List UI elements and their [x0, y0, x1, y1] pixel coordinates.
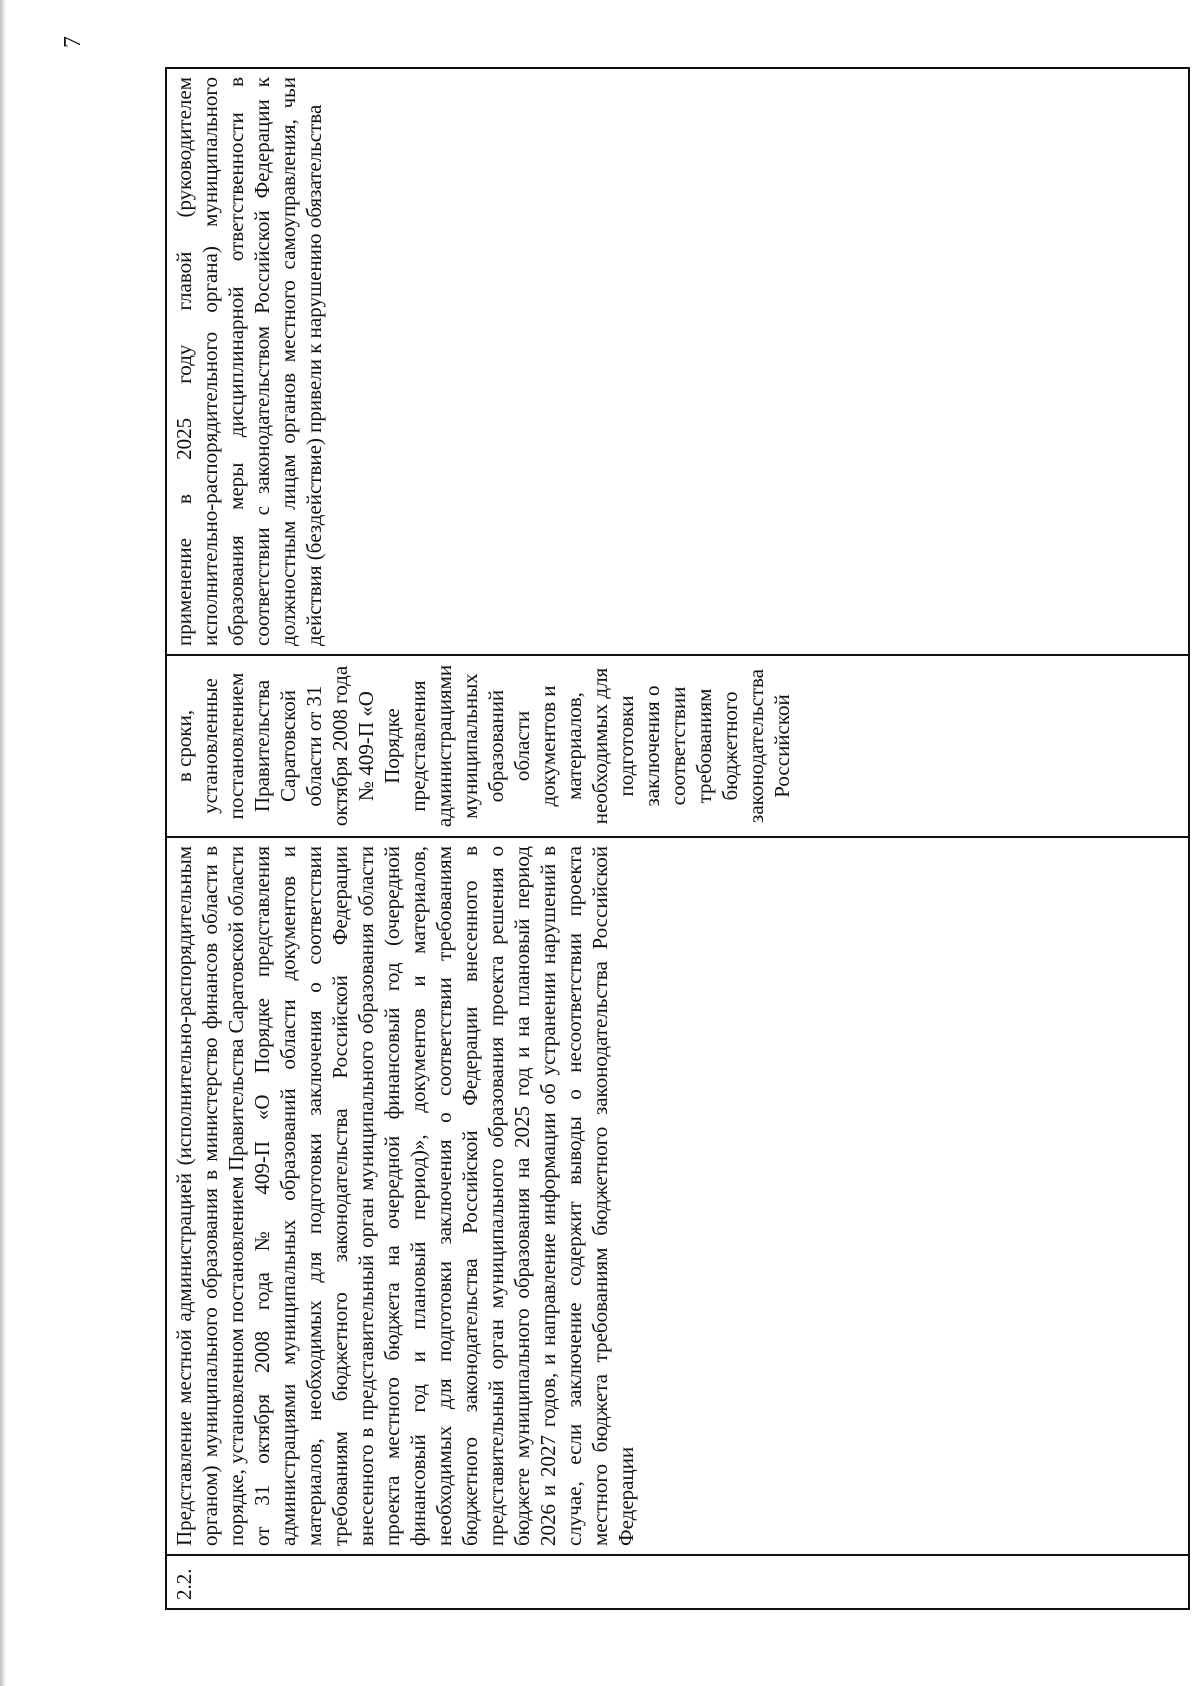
row-number: 2.2. [166, 1555, 1189, 1609]
row-description [166, 837, 1189, 1555]
row-consequence [166, 68, 1189, 655]
scan-edge [0, 0, 6, 1686]
description-text: Представление местной администрацией (исполнительно-распорядительным органом) муниципального образования в министерство финансов области в порядке, установленном постановлением Правительства Саратовской области от 31 октября 2008 года № 409-П «О Порядке представления администрациями муниципальных образований области документов и материалов, необходимых для подготовки заключения о соответствии требованиям бюджетного законодательства Российской Федерации внесенного в представительный орган муниципального образования области проекта местного бюджета на очередной финансовый год (очередной финансовый год и плановый период)», документов и материалов, необходимых для подготовки заключения о соответствии требованиям бюджетного законодательства Российской Федерации внесенного в представительный орган муниципального образования проекта решения о бюджете муниципального образования на 2025 год и на плановый период 2026 и 2027 годов, и направление информации об устранении нарушений в случае, если заключение содержит выводы о несоответствии проекта местного бюджета требованиям бюджетного законодательства Российской Федерации [172, 846, 638, 1546]
table-row [166, 68, 1189, 1609]
obligations-table [165, 67, 1190, 1610]
consequence-text: применение в 2025 году главой (руководителем исполнительно-распорядительного органа) муниципального образования меры дисциплинарной ответственности в соответствии с законодательством Российской Федерации к должностным лицам органов местного самоуправления, чьи действия (бездействие) привели к нарушению обязательства [172, 77, 326, 646]
row-term [166, 655, 1189, 837]
rotated-page [165, 67, 1190, 1610]
page-number: 7 [60, 36, 86, 48]
term-text: в сроки, установленные постановлением Правительства Саратовской области от 31 октября 2008 года № 409-П «О Порядке представления администрациями муниципальных образований области документов и материалов, необходимых для подготовки заключения о соответствии требованиям бюджетного законодательства Российской [172, 664, 794, 828]
